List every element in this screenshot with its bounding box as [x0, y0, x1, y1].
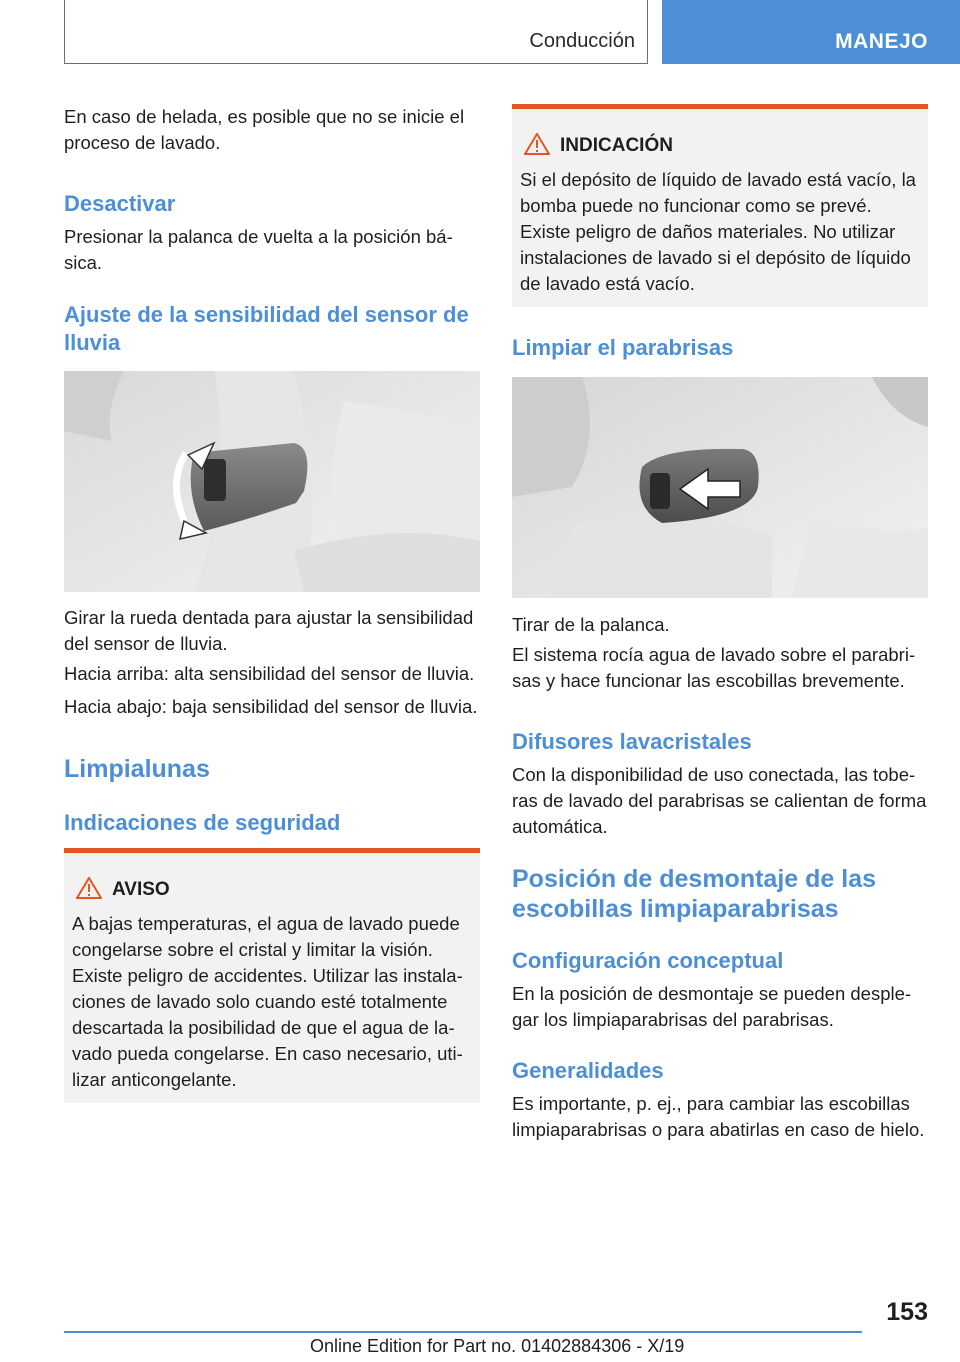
warning-triangle-icon	[76, 877, 102, 904]
footer-edition: Online Edition for Part no. 01402884306 - X/19	[310, 1336, 685, 1356]
notice-text: Si el depósito de líquido de lavado está vacío, la bomba puede no funcionar como se prevé. Existe peligro de daños materiales. No utilizar instalaciones de lavado si el depósito de líquido de lavado está vacío.	[520, 169, 916, 294]
clean-heading: Limpiar el parabrisas	[512, 335, 734, 360]
safety-heading: Indicaciones de seguridad	[64, 810, 341, 835]
chapter-tab	[662, 0, 960, 64]
concept-heading: Configuración conceptual	[512, 948, 784, 973]
deactivate-heading: Desactivar	[64, 191, 176, 216]
intro-paragraph: En caso de helada, es posible que no se inicie el proceso de lavado.	[64, 106, 465, 153]
general-heading: Generalidades	[512, 1058, 664, 1083]
warning-triangle-icon	[524, 133, 550, 160]
chapter-title: MANEJO	[835, 30, 928, 53]
notice-title: INDICACIÓN	[560, 135, 673, 156]
rear-wiper-heading: Limpialunas	[64, 755, 210, 783]
sensor-heading: Ajuste de la sensibilidad del sensor de lluvia	[64, 302, 469, 355]
page-number: 153	[886, 1298, 928, 1326]
nozzles-heading: Difusores lavacristales	[512, 729, 752, 754]
general-paragraph: Es importante, p. ej., para cambiar las escobillas limpiaparabrisas o para abatirlas en caso de hielo.	[512, 1093, 925, 1140]
position-heading: Posición de desmontaje de las escobillas limpiaparabrisas	[512, 865, 877, 923]
notice-box	[512, 104, 928, 307]
concept-paragraph: En la posición de desmontaje se pueden desple-gar los limpiaparabrisas del parabrisas.	[512, 983, 912, 1030]
footer-divider	[64, 1331, 862, 1333]
warning-title: AVISO	[112, 879, 170, 900]
clean-paragraph-2: El sistema rocía agua de lavado sobre el parabri-sas y hace funcionar las escobillas brevemente.	[512, 644, 916, 691]
warning-box	[64, 848, 480, 1103]
sensor-illustration	[64, 371, 480, 592]
sensor-paragraph-3: Hacia abajo: baja sensibilidad del sensor de lluvia.	[64, 696, 478, 717]
clean-illustration	[512, 377, 928, 598]
nozzles-paragraph: Con la disponibilidad de uso conectada, las tobe-ras de lavado del parabrisas se calientan de forma automática.	[512, 764, 927, 837]
clean-paragraph-1: Tirar de la palanca.	[512, 614, 670, 635]
header-section-box	[64, 0, 648, 64]
warning-text: A bajas temperaturas, el agua de lavado puede congelarse sobre el cristal y limitar la visión. Existe peligro de accidentes. Utilizar las instala-ciones de lavado solo cuando esté totalmente descartada la posibilidad de que el agua de la-vado pueda congelarse. En caso necesario, uti-lizar anticongelante.	[72, 913, 463, 1090]
sensor-paragraph-1: Girar la rueda dentada para ajustar la sensibilidad del sensor de lluvia.	[64, 607, 474, 654]
section-title: Conducción	[529, 30, 635, 52]
deactivate-paragraph: Presionar la palanca de vuelta a la posición bá-sica.	[64, 226, 453, 273]
sensor-paragraph-2: Hacia arriba: alta sensibilidad del sensor de lluvia.	[64, 663, 475, 684]
